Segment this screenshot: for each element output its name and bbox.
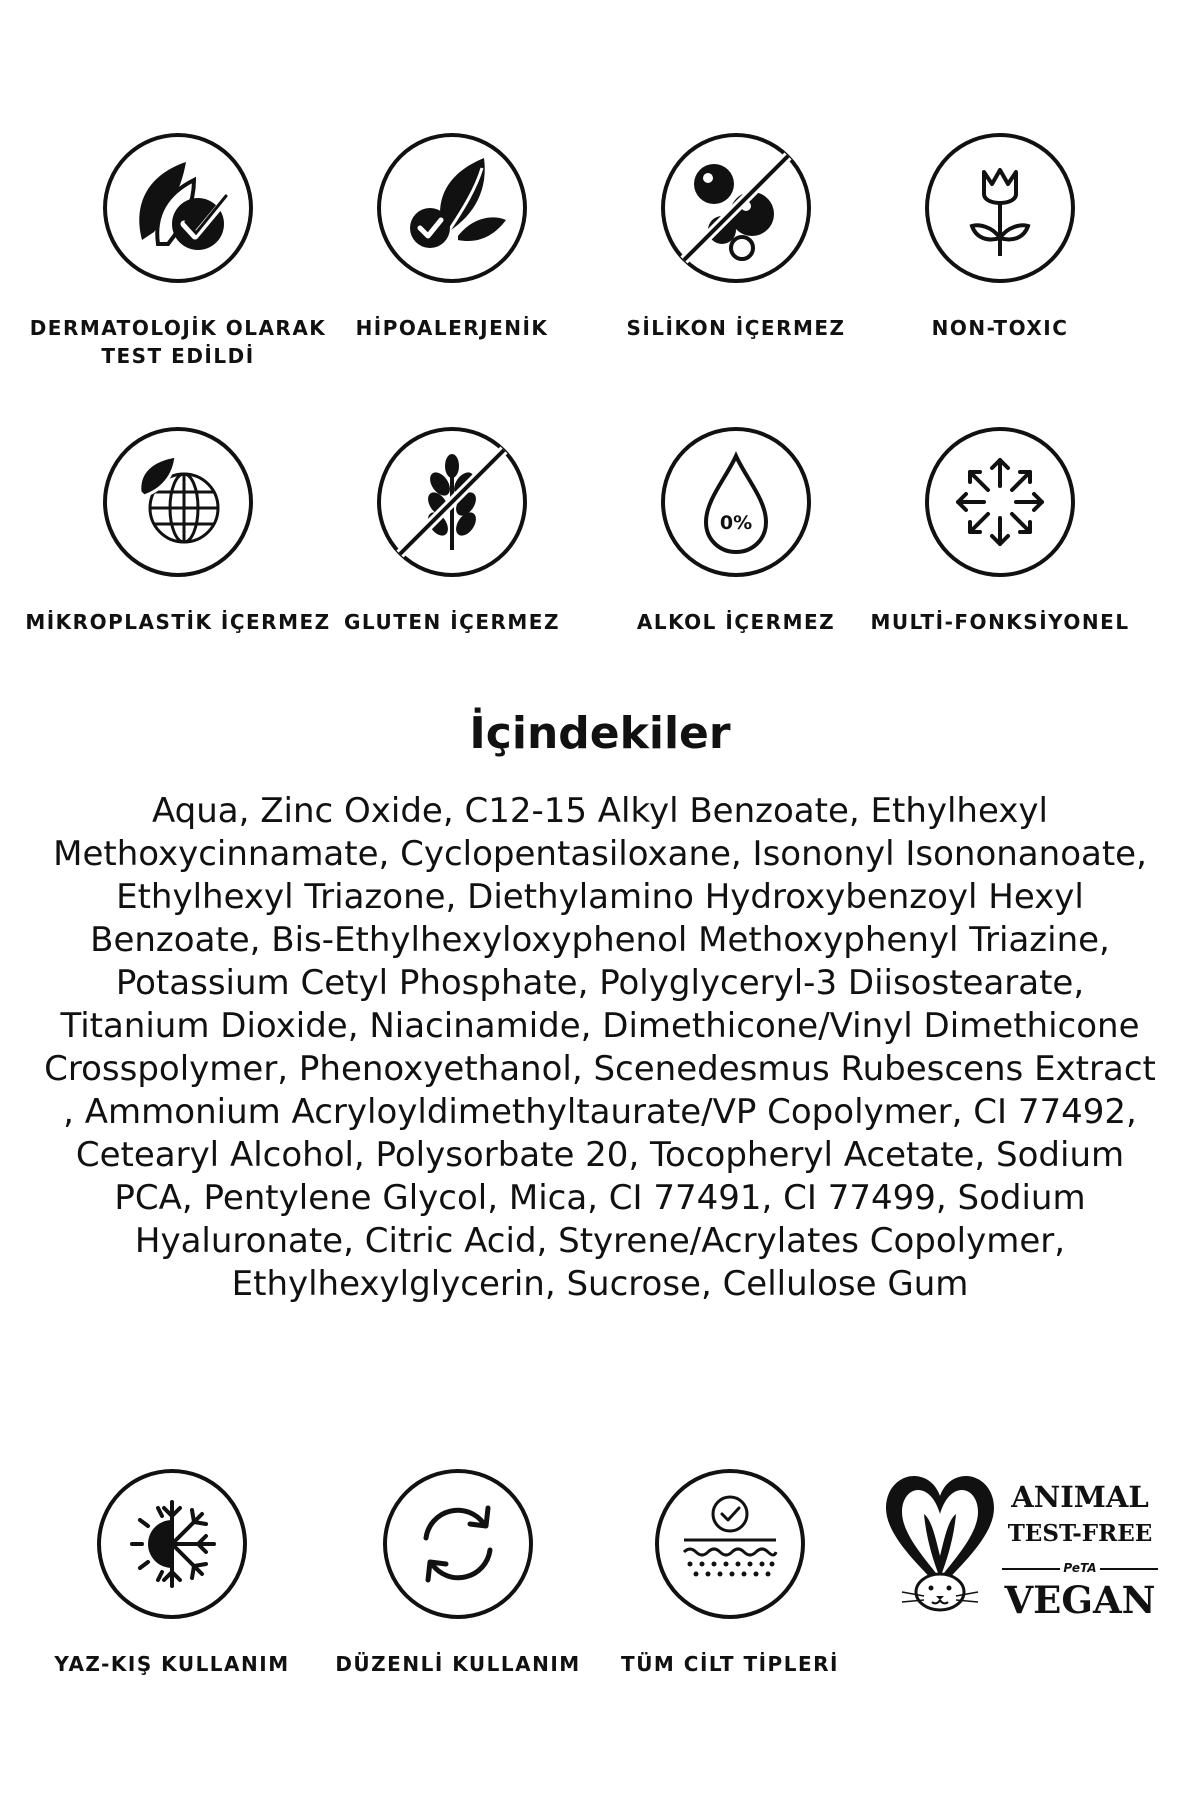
peta-brand-text: PeTA — [1063, 1561, 1097, 1575]
leaf-check-icon — [102, 132, 254, 284]
skin-layers-check-icon — [654, 1468, 806, 1620]
no-wheat-icon — [376, 426, 528, 578]
bunny-heart-icon — [880, 1470, 1000, 1620]
badge-microplastic-free — [18, 426, 338, 636]
refresh-cycle-icon — [382, 1468, 534, 1620]
peta-brand-rule — [1002, 1562, 1158, 1576]
badge-label: SİLİKON İÇERMEZ — [626, 316, 846, 340]
badge-label: DÜZENLİ KULLANIM — [335, 1652, 581, 1676]
peta-line-test-free: TEST-FREE — [1007, 1520, 1153, 1547]
drop-percent-text: 0% — [719, 512, 753, 534]
badge-hypoallergenic — [292, 132, 612, 342]
drop-zero-percent-icon — [660, 426, 812, 578]
badge-label: ALKOL İÇERMEZ — [636, 610, 836, 634]
badge-label: YAZ-KIŞ KULLANIM — [54, 1652, 290, 1676]
badge-label: DERMATOLOJİK OLARAK TEST EDİLDİ — [29, 316, 327, 368]
no-silicone-icon — [660, 132, 812, 284]
ingredients-text: Aqua, Zinc Oxide, C12-15 Alkyl Benzoate, Ethylhexyl Methoxycinnamate, Cyclopentasiloxane, Isononyl Isononanoate, Ethylhexyl Triazone, Diethylamino Hydroxybenzoyl Hexyl Benzoate, Bis-Ethylhexyloxyphenol Methoxyphenyl Triazine, Potassium Cetyl Phosphate, Polyglyceryl-3 Diisostearate, Titanium Dioxide, Niacinamide, Dimethicone/Vinyl Dimethicone Crosspolymer, Phenoxyethanol, Scenedesmus Rubescens Extract , Ammonium Acryloyldimethyltaurate/VP Copolymer, CI 77492, Cetearyl Alcohol, Polysorbate 20, Tocopheryl Acetate, Sodium PCA, Pentylene Glycol, Mica, CI 77491, CI 77499, Sodium Hyaluronate, Citric Acid, Styrene/Acrylates Copolymer, Ethylhexylglycerin, Sucrose, Cellulose Gum — [44, 791, 1156, 1304]
badge-label: NON-TOXIC — [931, 316, 1069, 340]
badge-label: HİPOALERJENİK — [355, 316, 549, 340]
peta-vegan-logo — [880, 1470, 1160, 1620]
badge-label: MULTİ-FONKSİYONEL — [870, 610, 1130, 634]
badge-multi-functional — [840, 426, 1160, 636]
leaves-check-icon — [376, 132, 528, 284]
ingredients-title: İçindekiler — [469, 708, 731, 759]
tulip-icon — [924, 132, 1076, 284]
badge-non-toxic — [840, 132, 1160, 342]
badge-label: MİKROPLASTİK İÇERMEZ — [25, 610, 331, 634]
badge-summer-winter-use — [12, 1468, 332, 1678]
badge-dermatologically-tested — [18, 132, 338, 370]
globe-leaf-icon — [102, 426, 254, 578]
peta-line-vegan: VEGAN — [1004, 1578, 1156, 1622]
badge-all-skin-types — [570, 1468, 890, 1678]
badge-gluten-free — [292, 426, 612, 636]
arrows-outward-icon — [924, 426, 1076, 578]
badge-label: TÜM CİLT TİPLERİ — [621, 1652, 839, 1676]
sun-snowflake-icon — [96, 1468, 248, 1620]
peta-line-animal: ANIMAL — [1011, 1480, 1149, 1514]
badge-label: GLUTEN İÇERMEZ — [344, 610, 560, 634]
